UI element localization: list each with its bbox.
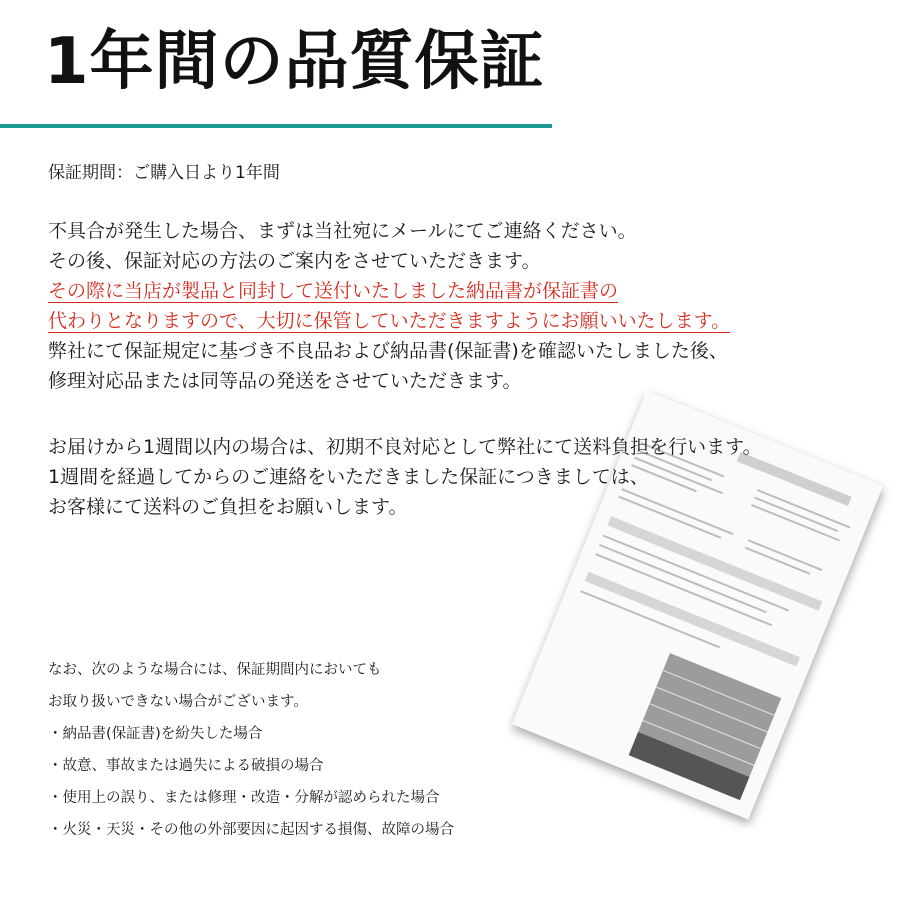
warranty-period: 保証期間：ご購入日より1年間	[48, 163, 280, 183]
exclusions-list	[48, 718, 454, 846]
paragraph-line: その後、保証対応の方法のご案内をさせていただきます。	[48, 250, 541, 272]
contact-paragraph	[48, 216, 730, 396]
shipping-paragraph	[48, 432, 762, 522]
highlight-line: その際に当店が製品と同封して送付いたしました納品書が保証書の	[48, 280, 619, 302]
paragraph-line: お届けから1週間以内の場合は、初期不良対応として弊社にて送料負担を行います。	[48, 436, 762, 458]
highlight-line: 代わりとなりますので、大切に保管していただきますようにお願いいたします。	[48, 310, 731, 332]
exclusions-section	[48, 654, 454, 846]
list-item: ・使用上の誤り、または修理・改造・分解が認められた場合	[48, 790, 440, 806]
paragraph-line: お客様にて送料のご負担をお願いします。	[48, 496, 408, 518]
paragraph-line: 修理対応品または同等品の発送をさせていただきます。	[48, 370, 522, 392]
list-item: ・火災・天災・その他の外部要因に起因する損傷、故障の場合	[48, 822, 454, 838]
list-item: ・故意、事故または過失による破損の場合	[48, 758, 324, 774]
notes-intro-line: なお、次のような場合には、保証期間内においても	[48, 662, 382, 678]
notes-intro-line: お取り扱いできない場合がございます。	[48, 694, 308, 710]
page-title: 1年間の品質保証	[44, 25, 545, 99]
paragraph-line: 不具合が発生した場合、まずは当社宛にメールにてご連絡ください。	[48, 220, 637, 242]
paragraph-line: 弊社にて保証規定に基づき不良品および納品書(保証書)を確認いたしました後、	[48, 340, 728, 362]
paragraph-line: 1週間を経過してからのご連絡をいただきました保証につきましては、	[48, 466, 649, 488]
list-item: ・納品書(保証書)を紛失した場合	[48, 726, 263, 742]
title-underline	[0, 124, 552, 128]
